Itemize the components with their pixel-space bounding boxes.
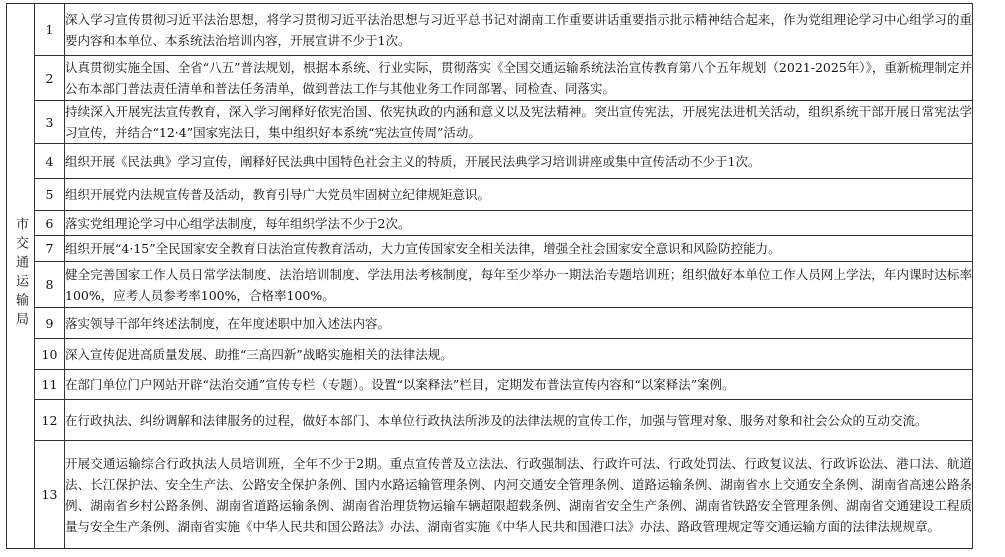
- row-number: 13: [35, 441, 65, 549]
- row-text: 在部门单位门户网站开辟“法治交通”宣传专栏（专题）。设置“以案释法”栏目，定期发布普法宣传内容和“以案释法”案例。: [65, 370, 973, 400]
- table-row: [7, 308, 973, 339]
- row-number: 1: [35, 4, 65, 56]
- row-text: 深入学习宣传贯彻习近平法治思想，将学习贯彻习近平法治思想与习近平总书记对湖南工作重要讲话重要指示批示精神结合起来，作为党组理论学习中心组学习的重要内容和本单位、本系统法治培训内容，开展宣讲不少于1次。: [65, 4, 973, 56]
- row-number: 2: [35, 56, 65, 101]
- row-text: 在行政执法、纠纷调解和法律服务的过程，做好本部门、本单位行政执法所涉及的法律法规的宣传工作，加强与管理对象、服务对象和社会公众的互动交流。: [65, 400, 973, 441]
- table-row: [7, 211, 973, 236]
- row-text: 组织开展“4·15”全民国家安全教育日法治宣传教育活动，大力宣传国家安全相关法律，增强全社会国家安全意识和风险防控能力。: [65, 236, 973, 262]
- row-text: 落实党组理论学习中心组学法制度，每年组织学法不少于2次。: [65, 211, 973, 236]
- row-text: 深入宣传促进高质量发展、助推“三高四新”战略实施相关的法律法规。: [65, 339, 973, 370]
- table-row: [7, 236, 973, 262]
- row-number: 8: [35, 262, 65, 308]
- department-name: 市交通运输局: [13, 217, 28, 331]
- row-number: 6: [35, 211, 65, 236]
- row-number: 5: [35, 179, 65, 211]
- row-number: 7: [35, 236, 65, 262]
- document-page: [6, 3, 973, 549]
- table-row: [7, 262, 973, 308]
- row-text: 组织开展党内法规宣传普及活动，教育引导广大党员牢固树立纪律规矩意识。: [65, 179, 973, 211]
- row-number: 12: [35, 400, 65, 441]
- row-text: 认真贯彻实施全国、全省“八五”普法规划，根据本系统、行业实际，贯彻落实《全国交通运输系统法治宣传教育第八个五年规划（2021-2025年）》，重新梳理制定并公布本部门普法责任清单和普法任务清单，做到普法工作与其他业务工作同部署、同检查、同落实。: [65, 56, 973, 101]
- row-number: 9: [35, 308, 65, 339]
- table-row: [7, 101, 973, 144]
- row-number: 4: [35, 144, 65, 179]
- table-row: [7, 441, 973, 549]
- row-text: 持续深入开展宪法宣传教育，深入学习阐释好依宪治国、依宪执政的内涵和意义以及宪法精神。突出宣传宪法，开展宪法进机关活动，组织系统干部开展日常宪法学习宣传，并结合“12·4”国家宪法日，集中组织好本系统“宪法宣传周”活动。: [65, 101, 973, 144]
- table-row: [7, 56, 973, 101]
- table-row: [7, 370, 973, 400]
- table-row: [7, 144, 973, 179]
- row-text: 落实领导干部年终述法制度，在年度述职中加入述法内容。: [65, 308, 973, 339]
- row-text: 组织开展《民法典》学习宣传，阐释好民法典中国特色社会主义的特质，开展民法典学习培训讲座或集中宣传活动不少于1次。: [65, 144, 973, 179]
- row-number: 3: [35, 101, 65, 144]
- table-row: [7, 179, 973, 211]
- table-row: [7, 339, 973, 370]
- row-number: 10: [35, 339, 65, 370]
- row-text: 开展交通运输综合行政执法人员培训班，全年不少于2期。重点宣传普及立法法、行政强制法、行政许可法、行政处罚法、行政复议法、行政诉讼法、港口法、航道法、长江保护法、安全生产法、公路安全保护条例、国内水路运输管理条例、内河交通安全管理条例、道路运输条例、湖南省水上交通安全条例、湖南省高速公路条例、湖南省乡村公路条例、湖南省道路运输条例、湖南省治理货物运输车辆超限超载条例、湖南省安全生产条例、湖南省铁路安全管理条例、湖南省交通建设工程质量与安全生产条例、湖南省实施《中华人民共和国公路法》办法、湖南省实施《中华人民共和国港口法》办法、路政管理规定等交通运输方面的法律法规规章。: [65, 441, 973, 549]
- duty-table: [6, 3, 973, 549]
- row-number: 11: [35, 370, 65, 400]
- row-text: 健全完善国家工作人员日常学法制度、法治培训制度、学法用法考核制度，每年至少举办一期法治专题培训班；组织做好本单位工作人员网上学法，年内课时达标率100%，应考人员参考率100%，合格率100%。: [65, 262, 973, 308]
- table-row: [7, 4, 973, 56]
- table-row: [7, 400, 973, 441]
- department-cell: [7, 4, 35, 549]
